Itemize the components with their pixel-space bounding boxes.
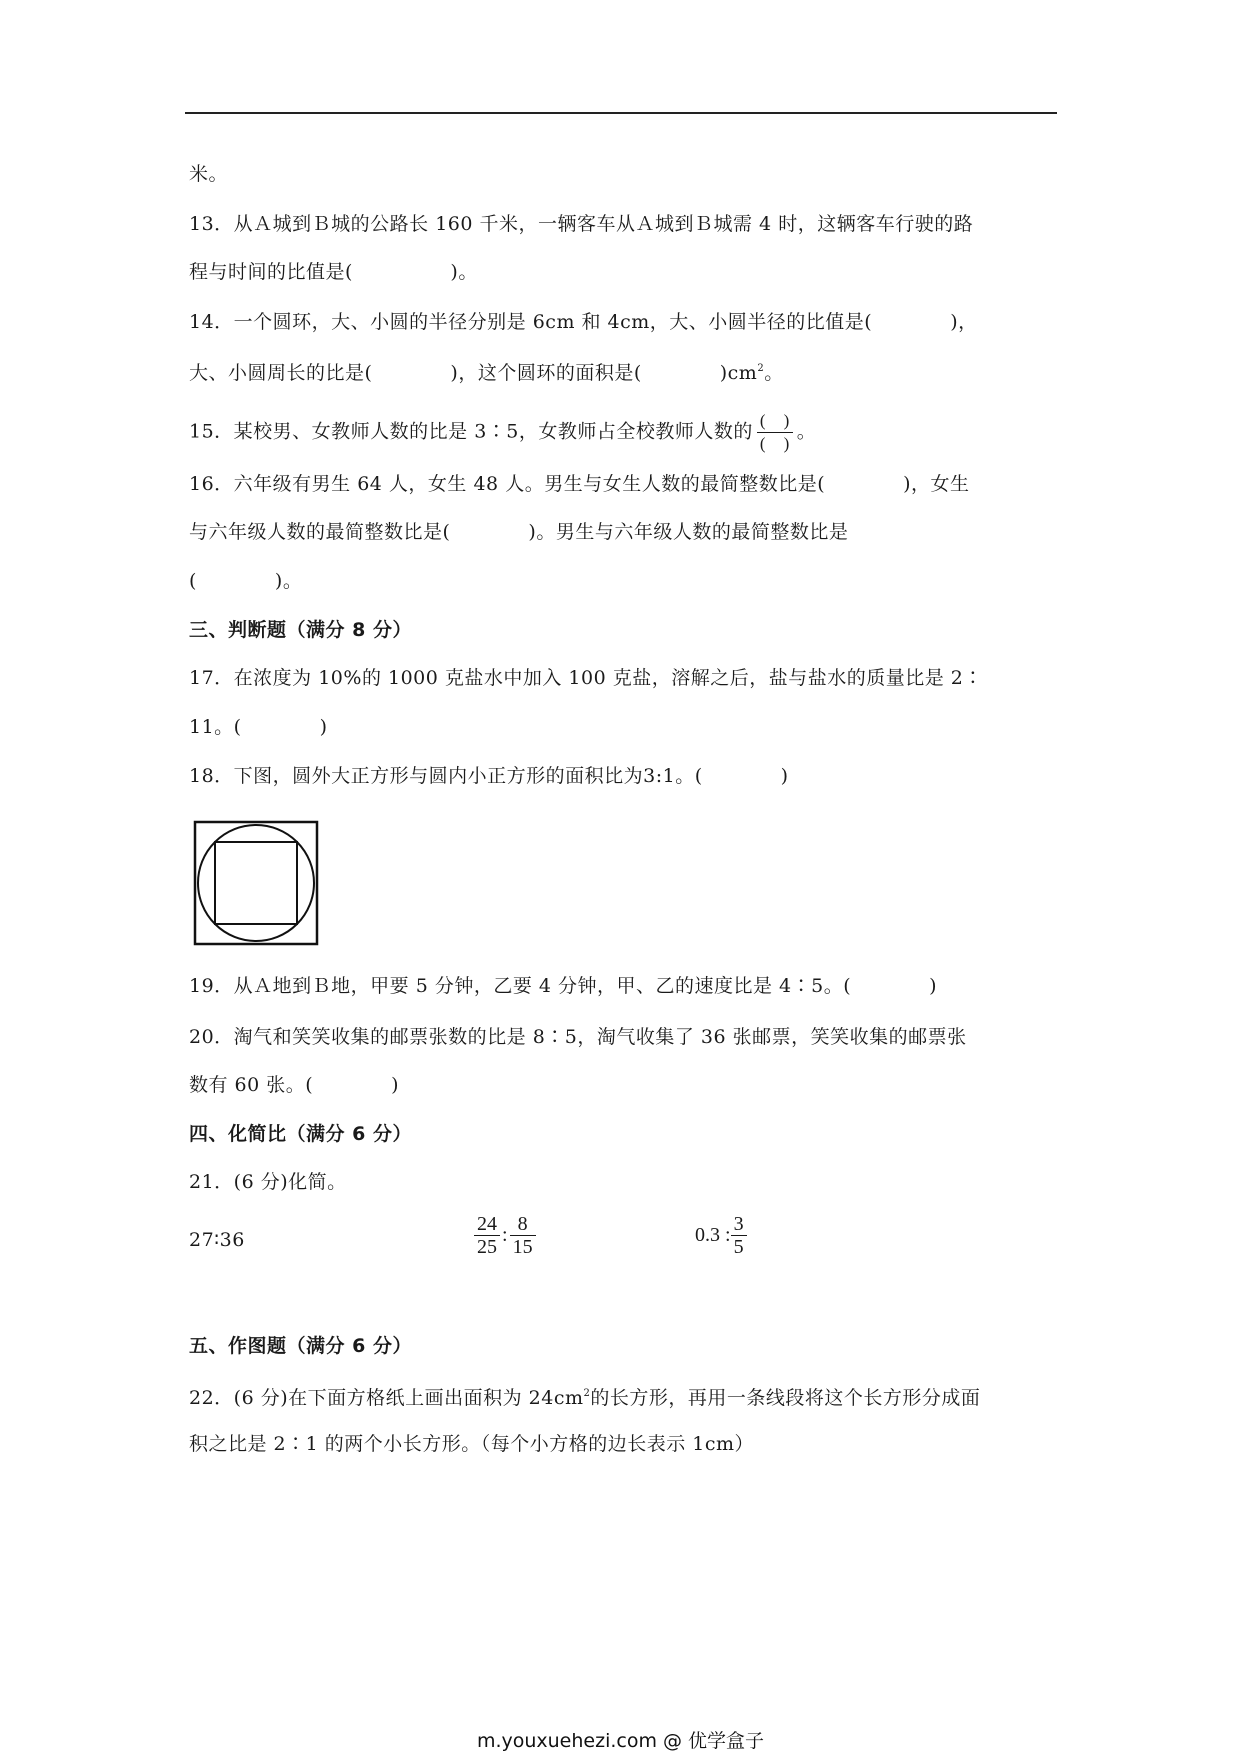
- question-22-line1: [189, 1382, 980, 1410]
- question-13-line1: 13．从Ａ城到Ｂ城的公路长 160 千米，一辆客车从Ａ城到Ｂ城需 4 时，这辆客车行驶的路: [189, 213, 974, 235]
- section-3-heading: 三、判断题（满分 8 分）: [189, 619, 412, 641]
- question-14-line2: [189, 357, 784, 385]
- square-circle-figure: [193, 820, 319, 946]
- footer-watermark: m.youxuehezi.com @ 优学盒子: [476, 1730, 765, 1752]
- text-line: 米。: [189, 163, 229, 185]
- question-15: [189, 410, 816, 455]
- question-16-line1: 16．六年级有男生 64 人，女生 48 人。男生与女生人数的最简整数比是( )，女生: [189, 473, 970, 495]
- question-17-line1: 17．在浓度为 10%的 1000 克盐水中加入 100 克盐，溶解之后，盐与盐水的质量比是 2∶: [189, 667, 983, 689]
- fraction-numerator: 3: [731, 1213, 747, 1236]
- fraction-numerator: ( ): [757, 410, 793, 433]
- question-17-line2: 11。( ): [189, 716, 328, 738]
- decimal-term: 0.3 :: [695, 1224, 731, 1246]
- q14-end: 。: [764, 362, 784, 384]
- section-4-heading: 四、化简比（满分 6 分）: [189, 1123, 412, 1145]
- question-16-line2: 与六年级人数的最简整数比是( )。男生与六年级人数的最简整数比是: [189, 521, 849, 543]
- superscript: 2: [583, 1388, 591, 1399]
- question-20-line1: 20．淘气和笑笑收集的邮票张数的比是 8∶5，淘气收集了 36 张邮票，笑笑收集的邮票张: [189, 1026, 967, 1048]
- ratio-expression-3: [695, 1213, 747, 1258]
- fraction: [510, 1213, 536, 1258]
- section-5-heading: 五、作图题（满分 6 分）: [189, 1335, 412, 1357]
- question-21: 21．(6 分)化简。: [189, 1171, 347, 1193]
- inner-square: [215, 842, 297, 924]
- outer-square: [195, 822, 317, 944]
- header-rule: [185, 112, 1057, 114]
- fraction-denominator: ( ): [759, 434, 790, 453]
- fraction-denominator: 15: [512, 1236, 533, 1258]
- fraction-numerator: 8: [510, 1213, 536, 1236]
- fraction-denominator: 25: [477, 1236, 497, 1258]
- question-14-line1: 14．一个圆环，大、小圆的半径分别是 6cm 和 4cm，大、小圆半径的比值是( )，: [189, 311, 978, 333]
- superscript: 2: [757, 363, 765, 374]
- ratio-expression-2: [474, 1213, 536, 1258]
- fraction: [474, 1213, 500, 1258]
- ratio-colon: :: [502, 1224, 508, 1246]
- question-13-line2: 程与时间的比值是( )。: [189, 261, 478, 283]
- q15-end: 。: [796, 420, 817, 443]
- fraction: [731, 1213, 747, 1258]
- fraction-numerator: 24: [474, 1213, 500, 1236]
- q15-text: 15．某校男、女教师人数的比是 3∶5，女教师占全校教师人数的: [189, 420, 753, 443]
- question-22-line2: 积之比是 2∶1 的两个小长方形。（每个小方格的边长表示 1cm）: [189, 1433, 755, 1455]
- question-18: 18．下图，圆外大正方形与圆内小正方形的面积比为3:1。( ): [189, 765, 789, 787]
- fraction-blank: [757, 410, 793, 455]
- question-16-line3: ( )。: [189, 570, 303, 592]
- question-19: 19．从Ａ地到Ｂ地，甲要 5 分钟，乙要 4 分钟，甲、乙的速度比是 4∶5。( ): [189, 975, 938, 997]
- ratio-expression-1: 27∶36: [189, 1229, 245, 1251]
- question-20-line2: 数有 60 张。( ): [189, 1074, 400, 1096]
- fraction-denominator: 5: [733, 1236, 744, 1258]
- q22-text-end: 的长方形，再用一条线段将这个长方形分成面: [590, 1387, 981, 1409]
- q14-text: 大、小圆周长的比是( )，这个圆环的面积是( )cm: [189, 362, 758, 384]
- q22-text: 22．(6 分)在下面方格纸上画出面积为 24cm: [189, 1387, 584, 1409]
